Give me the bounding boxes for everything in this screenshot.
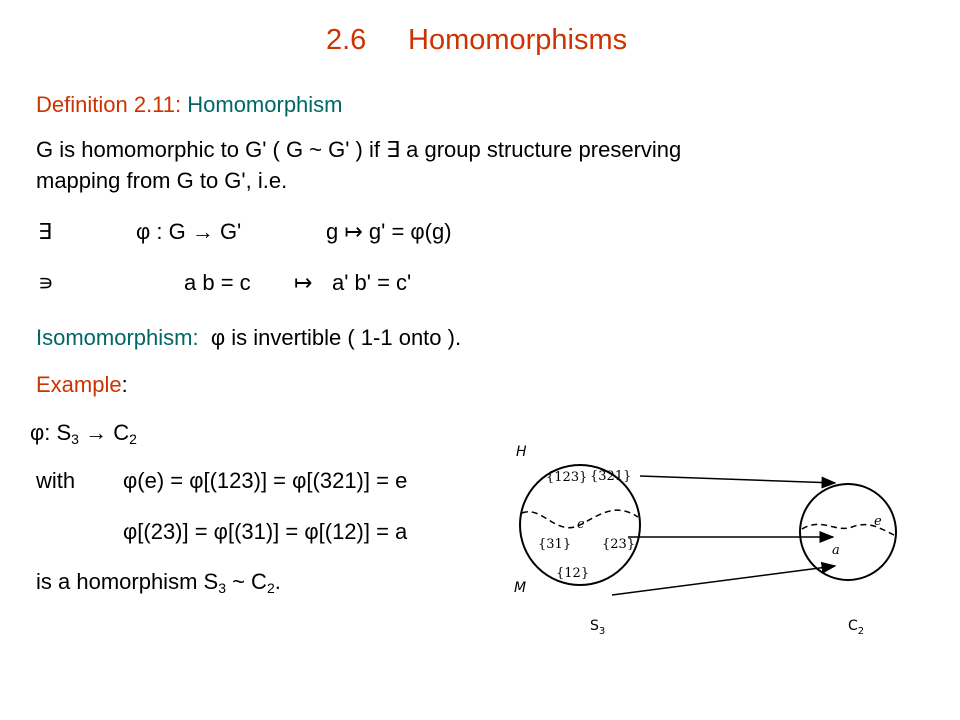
conclusion-text-2: ~ C: [225, 569, 267, 594]
section-number: 2.6: [326, 24, 367, 56]
page-title: [326, 24, 627, 57]
isomorphism-label: Isomomorphism:: [36, 325, 199, 350]
example-line1: φ(e) = φ[(123)] = φ[(321)] = e: [123, 468, 408, 493]
arrow-top: [640, 476, 835, 483]
definition-body-line2: mapping from G to G', i.e.: [36, 168, 288, 193]
example-heading: [36, 372, 128, 398]
arrow-bottom: [612, 566, 835, 595]
conclusion-period: .: [274, 569, 281, 594]
example-colon: :: [121, 372, 128, 397]
subscript: 2: [129, 431, 137, 447]
definition-heading: [36, 92, 343, 118]
coset-123: {123}: [546, 470, 588, 485]
example-conclusion: [36, 569, 281, 596]
subscript: 3: [218, 580, 226, 596]
subscript: 3: [71, 431, 79, 447]
coset-23: {23}: [602, 537, 636, 552]
subscript: 2: [266, 580, 275, 596]
identity-right: e: [874, 514, 882, 529]
identity-left: e: [577, 517, 585, 532]
example-mapping: [30, 420, 137, 447]
s3-subscript: 3: [598, 626, 606, 637]
definition-number: 2.11:: [127, 92, 188, 117]
definition-body-line1: G is homomorphic to G' ( G ~ G' ) if ∃ a group structure preserving: [36, 137, 682, 162]
definition-label: Definition: [36, 92, 128, 117]
label-S3: [590, 618, 605, 637]
element-a: a: [832, 543, 840, 558]
phi-symbol: φ: [30, 420, 45, 445]
exists-symbol: ∃: [38, 219, 52, 244]
label-M: M: [514, 580, 527, 596]
example-map-text: : S: [44, 420, 72, 445]
section-title: Homomorphisms: [408, 24, 628, 56]
c2-letter: C: [848, 618, 858, 634]
c2-circle: [800, 484, 896, 580]
mapping-definition: φ : G → G': [136, 219, 242, 244]
mapping-element: g ↦ g' = φ(g): [326, 219, 452, 244]
isomorphism-line: [36, 325, 461, 351]
label-C2: [848, 618, 864, 637]
conclusion-text: is a homorphism S: [36, 569, 219, 594]
coset-12: {12}: [556, 566, 590, 581]
example-line2: φ[(23)] = φ[(31)] = φ[(12)] = a: [123, 519, 408, 544]
coset-31: {31}: [538, 537, 572, 552]
such-that-symbol: ∍: [38, 270, 54, 295]
image-product-relation: a' b' = c': [332, 270, 412, 295]
example-with: with: [36, 468, 76, 493]
c2-subscript: 2: [857, 626, 865, 637]
coset-321: {321}: [590, 469, 632, 484]
isomorphism-text: φ is invertible ( 1-1 onto ).: [210, 325, 462, 350]
example-label: Example: [36, 372, 122, 397]
example-map-text-2: → C: [78, 420, 130, 445]
maps-to-symbol: ↦: [294, 270, 313, 295]
s3-letter: S: [590, 618, 599, 634]
definition-name: Homomorphism: [187, 92, 343, 117]
homomorphism-diagram: [480, 425, 940, 655]
product-relation: a b = c: [184, 270, 251, 295]
label-H: H: [516, 444, 527, 460]
